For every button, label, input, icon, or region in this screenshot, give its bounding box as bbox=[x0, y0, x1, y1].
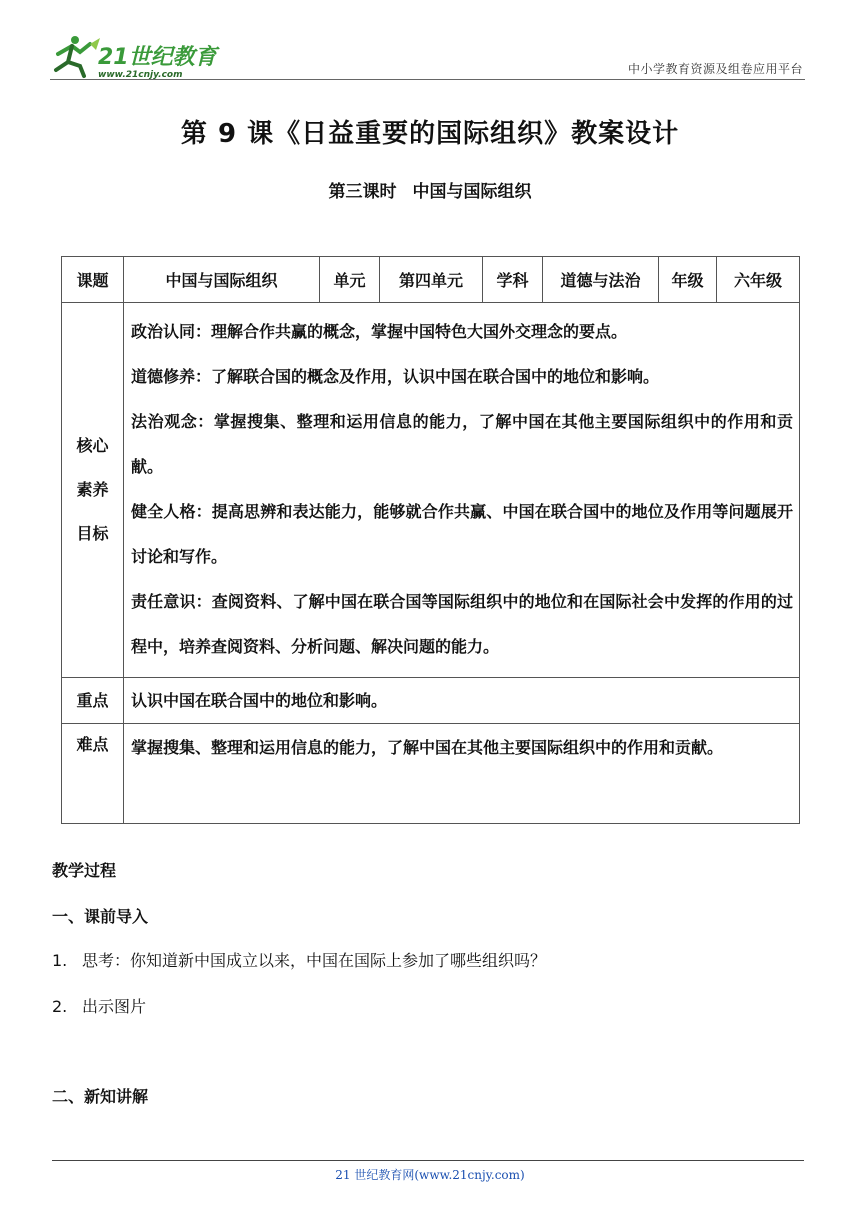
key-point-label: 重点 bbox=[62, 678, 124, 724]
header-divider bbox=[50, 79, 805, 80]
grade-value: 六年级 bbox=[717, 257, 800, 303]
section-intro-heading: 一、课前导入 bbox=[52, 907, 149, 926]
unit-label: 单元 bbox=[320, 257, 380, 303]
table-row bbox=[62, 678, 800, 724]
list-item: 1. 思考：你知道新中国成立以来，中国在国际上参加了哪些组织吗？ bbox=[52, 951, 547, 970]
process-heading: 教学过程 bbox=[52, 861, 117, 880]
difficulty-label: 难点 bbox=[62, 724, 124, 824]
logo-21cnjy bbox=[50, 34, 220, 80]
goals-content bbox=[124, 303, 800, 678]
site-name: 中小学教育资源及组卷应用平台 bbox=[627, 62, 803, 76]
svg-text:21世纪教育: 21世纪教育 bbox=[98, 45, 217, 70]
subtitle-lesson: 第三课时 bbox=[328, 182, 397, 202]
page-footer: 21 世纪教育网(www.21cnjy.com) bbox=[335, 1168, 525, 1182]
unit-value: 第四单元 bbox=[380, 257, 483, 303]
course-label: 课题 bbox=[62, 257, 124, 303]
goal-moral: 道德修养：了解联合国的概念及作用，认识中国在联合国中的地位和影响。 bbox=[131, 367, 660, 386]
table-row bbox=[62, 303, 800, 678]
goal-responsibility: 责任意识：查阅资料、了解中国在联合国等国际组织中的地位和在国际社会中发挥的作用的过程中，培养查阅资料、分析问题、解决问题的能力。 bbox=[131, 592, 793, 656]
section-new-knowledge-heading: 二、新知讲解 bbox=[52, 1087, 149, 1106]
table-row bbox=[62, 724, 800, 824]
goal-law: 法治观念：掌握搜集、整理和运用信息的能力，了解中国在其他主要国际组织中的作用和贡献。 bbox=[131, 412, 793, 476]
goal-political: 政治认同：理解合作共赢的概念，掌握中国特色大国外交理念的要点。 bbox=[131, 322, 628, 341]
goal-personality: 健全人格：提高思辨和表达能力，能够就合作共赢、中国在联合国中的地位及作用等问题展开讨论和写作。 bbox=[131, 502, 793, 566]
page-title: 第 9 课《日益重要的国际组织》教案设计 bbox=[180, 119, 680, 149]
footer-divider bbox=[52, 1160, 804, 1161]
difficulty-value: 掌握搜集、整理和运用信息的能力，了解中国在其他主要国际组织中的作用和贡献。 bbox=[124, 724, 800, 824]
goals-label: 核心 素养 目标 bbox=[62, 303, 124, 678]
lesson-info-table bbox=[61, 256, 800, 824]
table-row bbox=[62, 257, 800, 303]
subtitle-topic: 中国与国际组织 bbox=[412, 182, 532, 202]
page-header bbox=[50, 30, 805, 82]
page-subtitle bbox=[0, 177, 860, 202]
key-point-value: 认识中国在联合国中的地位和影响。 bbox=[124, 678, 800, 724]
svg-text:www.21cnjy.com: www.21cnjy.com bbox=[98, 70, 183, 80]
grade-label: 年级 bbox=[659, 257, 717, 303]
course-value: 中国与国际组织 bbox=[124, 257, 320, 303]
subject-value: 道德与法治 bbox=[543, 257, 659, 303]
subject-label: 学科 bbox=[483, 257, 543, 303]
list-item: 2. 出示图片 bbox=[52, 997, 147, 1016]
